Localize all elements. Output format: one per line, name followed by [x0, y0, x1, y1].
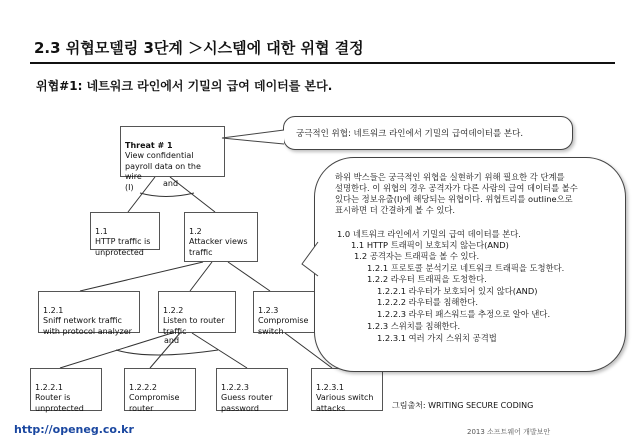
outline-item: 1.2.3.1 여러 가지 스위치 공격법 [377, 333, 497, 343]
figure-credit: 그림출처: WRITING SECURE CODING [392, 401, 534, 410]
callout-pointer [220, 128, 290, 148]
tree-node-1-2-1 [38, 291, 140, 336]
node-text: Various switch attacks [316, 393, 374, 413]
callout-intro-line: 하위 박스들은 궁극적인 위협을 실현하기 위해 필요한 각 단계를 [335, 172, 565, 182]
tree-node-1-2-2-1 [30, 368, 102, 411]
node-text: Attacker views traffic [189, 237, 248, 257]
node-text: HTTP traffic is unprotected [95, 237, 151, 257]
callout-intro-line: 표시하면 더 간결하게 볼 수 있다. [335, 205, 456, 215]
callout-intro-line: 있다는 정보유출(I)에 해당되는 위협이다. 위협트리를 outline으로 [335, 194, 573, 204]
node-number: 1.2.3 [258, 305, 279, 315]
tree-node-1-2 [184, 212, 258, 262]
node-number: 1.2.2.3 [221, 382, 249, 392]
tree-node-1-2-3-1 [311, 368, 383, 411]
slide-title: 2.3 위협모델링 3단계 ＞시스템에 대한 위협 결정 [34, 39, 364, 57]
node-number: 1.2.2.1 [35, 382, 63, 392]
node-number: 1.2.1 [43, 305, 64, 315]
node-number: 1.1 [95, 226, 108, 236]
outline-item: 1.2.2.1 라우터가 보호되어 있지 않다(AND) [377, 286, 538, 296]
outline-item: 1.0 네트워크 라인에서 기밀의 급여 데이터를 본다. [337, 229, 521, 239]
outline-item: 1.2 공격자는 트래픽을 볼 수 있다. [354, 251, 480, 261]
node-text: Compromise router [129, 393, 180, 413]
outline-item: 1.2.2.3 라우터 패스워드를 추정으로 알아 낸다. [377, 309, 551, 319]
slide-subtitle: 위협#1: 네트워크 라인에서 기밀의 급여 데이터를 본다. [36, 79, 333, 93]
callout-intro-line: 설명한다. 이 위협의 경우 공격자가 다른 사람의 급여 데이터를 볼수 [335, 183, 578, 193]
tree-node-1-2-3 [253, 291, 319, 336]
callout-ultimate-threat [283, 116, 573, 150]
node-number: 1.2.2.2 [129, 382, 157, 392]
callout-outline-explanation [314, 157, 626, 372]
outline-item: 1.1 HTTP 트래픽이 보호되지 않는다(AND) [351, 240, 509, 250]
outline-item: 1.2.3 스위치를 침해한다. [367, 321, 461, 331]
tree-node-1-2-2-3 [216, 368, 288, 411]
node-text: Sniff network traffic with protocol analyzer [43, 316, 132, 336]
threat-root-desc: View confidential payroll data on the wire (I) [125, 151, 201, 192]
outline-item: 1.2.1 프로토콜 분석기로 네트워크 트래픽을 도청한다. [367, 263, 565, 273]
threat-root-title: Threat # 1 [125, 140, 173, 150]
node-number: 1.2.3.1 [316, 382, 344, 392]
outline-item: 1.2.2.2 라우터를 침해한다. [377, 297, 479, 307]
footer-note: 2013 소프트웨어 개발보안 [467, 428, 551, 436]
outline-item: 1.2.2 라우터 트래픽을 도청한다. [367, 274, 487, 284]
node-text: Compromise switch [258, 316, 309, 336]
tree-node-1-2-2-2 [124, 368, 196, 411]
node-text: Listen to router traffic [163, 316, 225, 336]
node-text: Router is unprotected [35, 393, 84, 413]
node-number: 1.2 [189, 226, 202, 236]
and-connector-label: and [163, 179, 179, 188]
tree-node-1-1 [90, 212, 160, 257]
callout-pointer [300, 240, 322, 280]
tree-node-1-2-2 [158, 291, 236, 336]
node-number: 1.2.2 [163, 305, 184, 315]
site-url-link[interactable]: http://openeg.co.kr [14, 423, 134, 436]
and-connector-label: and [164, 336, 180, 345]
node-text: Guess router password [221, 393, 273, 413]
callout-text: 궁극적인 위협: 네트워크 라인에서 기밀의 급여데이터를 본다. [296, 129, 524, 139]
